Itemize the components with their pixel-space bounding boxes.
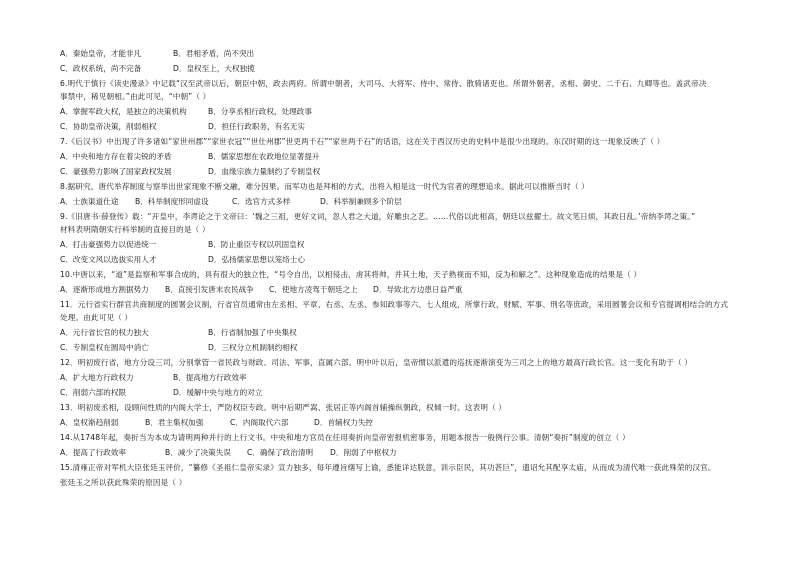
question-text-line: 6.明代于慎行《读史漫录》中记载“汉至武帝以后，朝臣中朝，政去两府。所谓中朝者，大司马、大将军、侍中、常侍、散骑诸吏也。所谓外朝者，丞相、御史、二千石、九卿等也。盖武帝决 [60, 79, 707, 88]
answer-option: D．弘扬儒家思想以笼络士心 [208, 255, 305, 264]
answer-option: A．提高了行政效率 [60, 448, 126, 457]
answer-option: C．政权系统，尚不完备 [60, 64, 142, 73]
answer-option: C．专制皇权在圆局中消亡 [60, 343, 149, 352]
answer-option: A．打击豪强势力以促进统一 [60, 240, 157, 249]
question-text-line: 12．明初废行省，地方分设三司，分别掌管一省民政与财政、司法、军事，直属六部。明中叶以后，皇帝惯以派遣的巡抚逐渐演变为三司之上的地方最高行政长官。这一变化有助于（ ） [60, 358, 693, 367]
answer-option: B．直接引发唐末农民战争 [165, 285, 254, 294]
answer-option: C．削弱六部的权限 [60, 388, 127, 397]
answer-option: D．首辅权力失控 [314, 418, 374, 427]
answer-option: D．担任行政职务，有名无实 [208, 122, 305, 131]
answer-option: B．减少了决策失误 [165, 448, 231, 457]
question-text-line: 材料表明隋朝实行科举制的直接目的是（ ） [60, 225, 210, 234]
answer-option: A．扩大地方行政权力 [60, 373, 134, 382]
question-text-line: 15.清雍正帝对军机大臣张廷玉评价，“纂修《圣祖仁皇帝实录》宣力独多，每年遵旨缮写上谕，悉能详达朕意，训示臣民，其功甚巨”，遗诏允其配享太庙，从而成为清代唯一获此殊荣的汉官。 [60, 463, 716, 472]
answer-option: A．士族渠道仕途 [60, 197, 119, 206]
answer-option: A．皇权渐趋削弱 [60, 418, 119, 427]
question-text-line: 7.《后汉书》中出现了许多诸如“家世州郡”“家世衣冠”“世仕州郡”世吏两千石”“家世两千石”的话语，这在关于西汉历史的史料中是很少出现的。东汉时期的这一现象反映了（ ） [60, 137, 665, 146]
answer-option: B．科举制度形同虚设 [135, 197, 209, 206]
question-text-line: 事禁中，稀见朝相。”由此可见，“中朝”（ ） [60, 92, 211, 101]
answer-option: C．确保了政治清明 [247, 448, 314, 457]
question-text-line: 8.据研究，唐代举荐制度与察举出世家现象不断交融，难分因果。而军功也是拜相的方式，出将入相是这一时代为官者的理想追求。据此可以推断当时（ ） [60, 182, 589, 191]
answer-option: B．君主集权加强 [145, 418, 204, 427]
answer-option: B．行省制加强了中央集权 [208, 328, 297, 337]
answer-option: A．掌握军政大权，是独立的决策机构 [60, 107, 187, 116]
question-text-line: 处理。由此可见（ ） [60, 313, 133, 322]
question-text-line: 11．元行省实行群官共商制度的圆署会议制，行省官员通常由左丞相、平章、右丞、左丞、参知政事等六、七人组成，所掌行政、财赋、军事、刑名等庶政，采用圆署会议和专官提调相结合的方式 [60, 300, 729, 309]
answer-option: B．提高地方行政效率 [173, 373, 247, 382]
answer-option: A．逐渐形成地方割据势力 [60, 285, 149, 294]
answer-option: B．儒家思想在农政地位显著提升 [208, 152, 320, 161]
answer-option: C．使地方凌驾于朝廷之上 [269, 285, 358, 294]
answer-option: B．分享丞相行政权，处理政事 [208, 107, 312, 116]
answer-option: B．防止重臣专权以巩固皇权 [208, 240, 305, 249]
question-text-line: 14.从1748年起，奏折当为本成为请明两种并行的上行文书。中央和地方官员在任用奏折向皇帝密报机密事务，用题本报告一般例行公事。清朝“奏折”制度的创立（ ） [60, 433, 630, 442]
answer-option: D．皇权至上，大权独揽 [173, 64, 255, 73]
question-text-line: 13．明初废丞相，设顾问性质的内阁大学士，严防权臣专政。明中后期严嵩、张居正等内阁首辅操纵朝政，权倾一时。这表明（ ） [60, 403, 507, 412]
answer-option: C．协助皇帝决策，削弱相权 [60, 122, 157, 131]
answer-option: A．中央和地方存在着尖锐的矛盾 [60, 152, 172, 161]
question-text-line: 10.中唐以来，“道”是监察和军事合成的，具有很大的独立性，“号令自出，以相侵击，虏其将帅，并其土地，天子熟视而不知，反为和解之”。这种现象造成的结果是（ ） [60, 270, 642, 279]
answer-option: C．豪强势力影响了国家政权发展 [60, 167, 172, 176]
answer-option: D．导致北方边患日益严重 [373, 285, 463, 294]
answer-option: A．元行省长官的权力独大 [60, 328, 149, 337]
answer-option: C．选官方式多样 [232, 197, 291, 206]
answer-option: D．削弱了中枢权力 [330, 448, 397, 457]
answer-option: D．血缘宗族力量制约了专制皇权 [208, 167, 321, 176]
answer-option: C．内阁取代六部 [230, 418, 289, 427]
question-text-line: 张廷玉之所以获此殊荣的原因是（ ） [60, 478, 187, 487]
answer-option: C．改变文风以选拔实用人才 [60, 255, 157, 264]
answer-option: D．缓解中央与地方的对立 [173, 388, 263, 397]
answer-option: B．君相矛盾，尚不突出 [173, 49, 255, 58]
answer-option: D．科举制兼顾多个阶层 [320, 197, 402, 206]
answer-option: D．三权分立机制制约相权 [208, 343, 298, 352]
answer-option: A．秦始皇帝，才能非凡 [60, 49, 142, 58]
question-text-line: 9.《旧唐书·薛登传》载：“开皇中，李谔论之于文帝曰：‘魏之三祖，更好文词，忽人君之大道，好雕虫之艺。……代俗以此相高，朝廷以兹擢士。故文笔日烦，其政日乱。’帝纳李谔之策。” [60, 212, 696, 221]
